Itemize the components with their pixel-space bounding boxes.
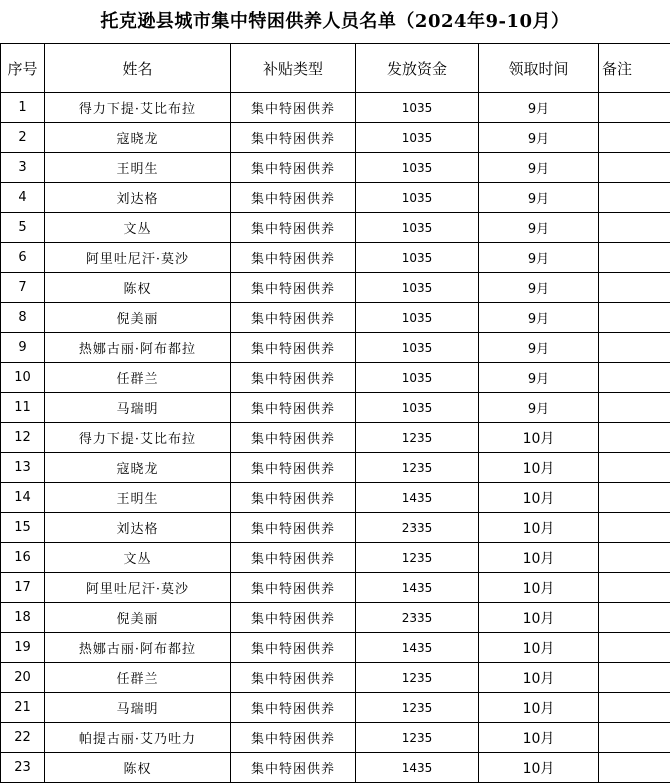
cell-time: 10月 — [479, 663, 599, 693]
cell-time: 10月 — [479, 453, 599, 483]
cell-index: 21 — [1, 693, 45, 723]
cell-time: 10月 — [479, 483, 599, 513]
cell-index: 4 — [1, 183, 45, 213]
cell-amount: 1435 — [356, 483, 479, 513]
cell-note — [599, 453, 670, 483]
cell-note — [599, 693, 670, 723]
cell-name: 刘达格 — [45, 513, 231, 543]
table-row — [1, 333, 670, 363]
cell-amount: 1235 — [356, 723, 479, 753]
cell-subsidy-type: 集中特困供养 — [231, 573, 356, 603]
cell-index: 15 — [1, 513, 45, 543]
cell-time: 9月 — [479, 183, 599, 213]
cell-index: 22 — [1, 723, 45, 753]
cell-note — [599, 123, 670, 153]
cell-note — [599, 273, 670, 303]
cell-subsidy-type: 集中特困供养 — [231, 753, 356, 783]
cell-subsidy-type: 集中特困供养 — [231, 183, 356, 213]
cell-note — [599, 603, 670, 633]
cell-name: 马瑞明 — [45, 393, 231, 423]
cell-time: 10月 — [479, 693, 599, 723]
cell-name: 阿里吐尼汗·莫沙 — [45, 573, 231, 603]
table-row — [1, 153, 670, 183]
header-note: 备注 — [599, 44, 670, 93]
table-row — [1, 123, 670, 153]
cell-index: 13 — [1, 453, 45, 483]
cell-note — [599, 663, 670, 693]
cell-time: 9月 — [479, 123, 599, 153]
cell-name: 寇晓龙 — [45, 453, 231, 483]
cell-subsidy-type: 集中特困供养 — [231, 543, 356, 573]
cell-name: 倪美丽 — [45, 303, 231, 333]
cell-index: 14 — [1, 483, 45, 513]
recipients-table — [0, 43, 670, 783]
header-name: 姓名 — [45, 44, 231, 93]
cell-time: 10月 — [479, 723, 599, 753]
table-row — [1, 213, 670, 243]
cell-subsidy-type: 集中特困供养 — [231, 303, 356, 333]
header-subsidy-type: 补贴类型 — [231, 44, 356, 93]
cell-subsidy-type: 集中特困供养 — [231, 333, 356, 363]
cell-subsidy-type: 集中特困供养 — [231, 453, 356, 483]
cell-time: 10月 — [479, 513, 599, 543]
cell-subsidy-type: 集中特困供养 — [231, 153, 356, 183]
cell-subsidy-type: 集中特困供养 — [231, 693, 356, 723]
cell-time: 9月 — [479, 303, 599, 333]
cell-name: 帕提古丽·艾乃吐力 — [45, 723, 231, 753]
cell-time: 9月 — [479, 363, 599, 393]
cell-amount: 1235 — [356, 453, 479, 483]
table-row — [1, 633, 670, 663]
cell-time: 10月 — [479, 603, 599, 633]
cell-time: 9月 — [479, 393, 599, 423]
cell-note — [599, 303, 670, 333]
header-amount: 发放资金 — [356, 44, 479, 93]
cell-name: 文丛 — [45, 543, 231, 573]
cell-subsidy-type: 集中特困供养 — [231, 513, 356, 543]
cell-amount: 1235 — [356, 543, 479, 573]
cell-note — [599, 573, 670, 603]
cell-amount: 1035 — [356, 363, 479, 393]
cell-name: 王明生 — [45, 153, 231, 183]
cell-time: 9月 — [479, 153, 599, 183]
cell-note — [599, 393, 670, 423]
cell-time: 10月 — [479, 423, 599, 453]
cell-amount: 1435 — [356, 573, 479, 603]
cell-note — [599, 723, 670, 753]
cell-subsidy-type: 集中特困供养 — [231, 123, 356, 153]
table-row — [1, 603, 670, 633]
table-row — [1, 273, 670, 303]
table-row — [1, 693, 670, 723]
cell-amount: 1235 — [356, 663, 479, 693]
cell-note — [599, 633, 670, 663]
cell-note — [599, 213, 670, 243]
cell-name: 倪美丽 — [45, 603, 231, 633]
table-row — [1, 183, 670, 213]
cell-note — [599, 423, 670, 453]
cell-note — [599, 93, 670, 123]
cell-amount: 1035 — [356, 183, 479, 213]
table-row — [1, 453, 670, 483]
cell-amount: 1035 — [356, 93, 479, 123]
cell-amount: 1035 — [356, 393, 479, 423]
table-row — [1, 93, 670, 123]
table-row — [1, 303, 670, 333]
cell-index: 1 — [1, 93, 45, 123]
cell-amount: 1035 — [356, 333, 479, 363]
cell-amount: 1235 — [356, 423, 479, 453]
cell-name: 王明生 — [45, 483, 231, 513]
table-row — [1, 573, 670, 603]
cell-index: 5 — [1, 213, 45, 243]
cell-name: 得力下提·艾比布拉 — [45, 423, 231, 453]
cell-note — [599, 333, 670, 363]
cell-amount: 1035 — [356, 213, 479, 243]
cell-note — [599, 183, 670, 213]
table-row — [1, 663, 670, 693]
cell-amount: 1035 — [356, 153, 479, 183]
cell-amount: 1435 — [356, 633, 479, 663]
cell-index: 18 — [1, 603, 45, 633]
cell-index: 16 — [1, 543, 45, 573]
cell-subsidy-type: 集中特困供养 — [231, 723, 356, 753]
cell-subsidy-type: 集中特困供养 — [231, 423, 356, 453]
cell-subsidy-type: 集中特困供养 — [231, 363, 356, 393]
cell-note — [599, 363, 670, 393]
cell-amount: 1035 — [356, 243, 479, 273]
cell-time: 9月 — [479, 213, 599, 243]
cell-subsidy-type: 集中特困供养 — [231, 213, 356, 243]
cell-index: 10 — [1, 363, 45, 393]
cell-amount: 1035 — [356, 273, 479, 303]
document-title: 托克逊县城市集中特困供养人员名单（2024年9-10月） — [100, 11, 570, 32]
cell-time: 9月 — [479, 93, 599, 123]
cell-time: 10月 — [479, 633, 599, 663]
cell-index: 9 — [1, 333, 45, 363]
table-row — [1, 483, 670, 513]
header-index: 序号 — [1, 44, 45, 93]
cell-amount: 1235 — [356, 693, 479, 723]
cell-name: 文丛 — [45, 213, 231, 243]
cell-name: 得力下提·艾比布拉 — [45, 93, 231, 123]
table-row — [1, 723, 670, 753]
header-row — [1, 44, 670, 93]
cell-name: 任群兰 — [45, 363, 231, 393]
cell-index: 6 — [1, 243, 45, 273]
cell-subsidy-type: 集中特困供养 — [231, 603, 356, 633]
cell-subsidy-type: 集中特困供养 — [231, 243, 356, 273]
header-time: 领取时间 — [479, 44, 599, 93]
cell-note — [599, 483, 670, 513]
cell-note — [599, 153, 670, 183]
cell-time: 9月 — [479, 273, 599, 303]
cell-index: 7 — [1, 273, 45, 303]
cell-amount: 1035 — [356, 123, 479, 153]
cell-name: 阿里吐尼汗·莫沙 — [45, 243, 231, 273]
cell-name: 马瑞明 — [45, 693, 231, 723]
cell-amount: 2335 — [356, 603, 479, 633]
cell-index: 17 — [1, 573, 45, 603]
cell-name: 陈权 — [45, 753, 231, 783]
table-body — [1, 93, 670, 783]
table-row — [1, 393, 670, 423]
cell-name: 热娜古丽·阿布都拉 — [45, 633, 231, 663]
cell-index: 2 — [1, 123, 45, 153]
table-row — [1, 543, 670, 573]
cell-note — [599, 513, 670, 543]
cell-subsidy-type: 集中特困供养 — [231, 273, 356, 303]
table-row — [1, 243, 670, 273]
cell-subsidy-type: 集中特困供养 — [231, 633, 356, 663]
cell-name: 陈权 — [45, 273, 231, 303]
cell-subsidy-type: 集中特困供养 — [231, 393, 356, 423]
cell-name: 刘达格 — [45, 183, 231, 213]
cell-note — [599, 543, 670, 573]
cell-index: 19 — [1, 633, 45, 663]
cell-subsidy-type: 集中特困供养 — [231, 663, 356, 693]
table-row — [1, 363, 670, 393]
cell-time: 9月 — [479, 333, 599, 363]
cell-note — [599, 243, 670, 273]
cell-time: 10月 — [479, 543, 599, 573]
cell-amount: 1035 — [356, 303, 479, 333]
table-row — [1, 753, 670, 783]
cell-amount: 1435 — [356, 753, 479, 783]
cell-time: 9月 — [479, 243, 599, 273]
table-row — [1, 423, 670, 453]
cell-note — [599, 753, 670, 783]
cell-subsidy-type: 集中特困供养 — [231, 93, 356, 123]
cell-time: 10月 — [479, 573, 599, 603]
cell-subsidy-type: 集中特困供养 — [231, 483, 356, 513]
cell-index: 3 — [1, 153, 45, 183]
cell-name: 热娜古丽·阿布都拉 — [45, 333, 231, 363]
cell-amount: 2335 — [356, 513, 479, 543]
cell-index: 8 — [1, 303, 45, 333]
cell-index: 20 — [1, 663, 45, 693]
cell-index: 12 — [1, 423, 45, 453]
table-row — [1, 513, 670, 543]
cell-index: 23 — [1, 753, 45, 783]
cell-name: 寇晓龙 — [45, 123, 231, 153]
cell-index: 11 — [1, 393, 45, 423]
cell-time: 10月 — [479, 753, 599, 783]
cell-name: 任群兰 — [45, 663, 231, 693]
